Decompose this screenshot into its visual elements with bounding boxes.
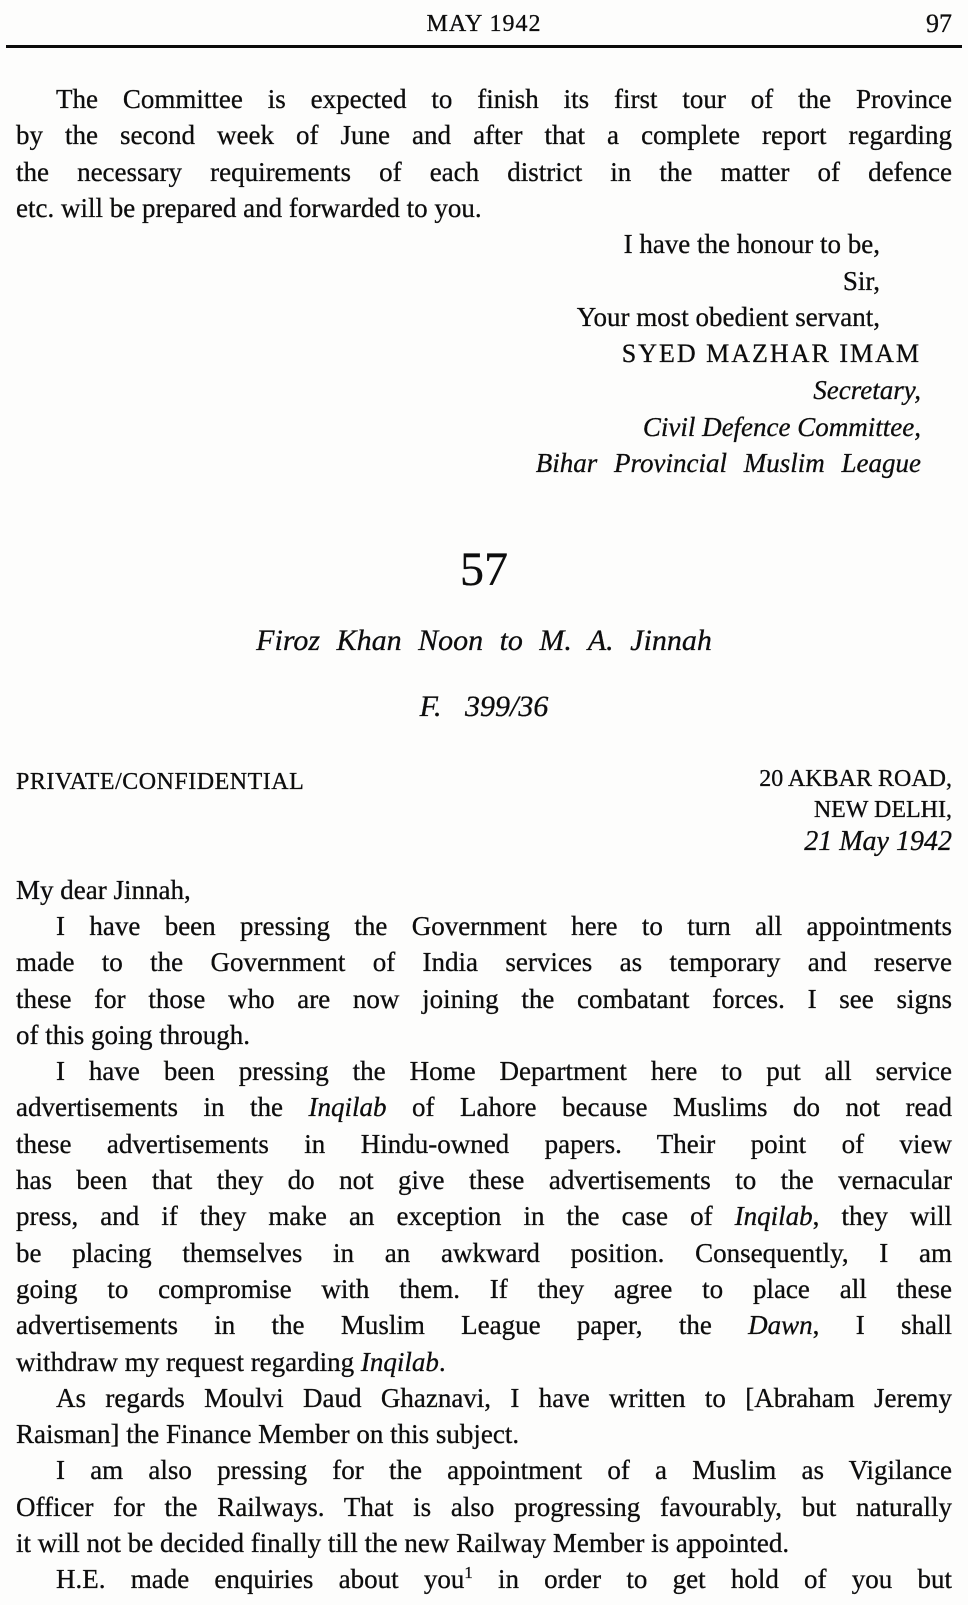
running-head xyxy=(16,8,952,40)
text-segment: Inqilab xyxy=(734,1201,813,1232)
previous-letter-paragraph xyxy=(16,81,952,226)
text-line xyxy=(16,1416,952,1452)
text-segment: I am also pressing for the appointment of a Muslim as Vigilance xyxy=(56,1455,952,1486)
text-segment: of this going through. xyxy=(16,1019,250,1050)
text-segment: Dawn xyxy=(748,1310,813,1341)
closing-signature-role: Secretary, xyxy=(813,375,921,406)
letter-meta-row xyxy=(16,764,952,858)
text-segment: has been that they do not give these advertisements to the vernacular xyxy=(16,1165,952,1196)
text-line xyxy=(16,1162,952,1198)
text-line xyxy=(16,1561,952,1597)
text-segment: of Lahore because Muslims do not read xyxy=(386,1092,953,1123)
text-segment: advertisements in the xyxy=(16,1092,309,1123)
text-segment: Raisman] the Finance Member on this subject. xyxy=(16,1419,520,1450)
text-line xyxy=(16,190,952,226)
text-segment: The Committee is expected to finish its first tour of the Province xyxy=(56,84,952,114)
letter-body xyxy=(16,872,952,1598)
text-line xyxy=(16,1344,952,1380)
previous-letter-closing xyxy=(16,226,952,482)
text-line xyxy=(16,1525,952,1561)
address-block xyxy=(759,764,952,858)
text-segment: H.E. made enquiries about you xyxy=(56,1564,465,1595)
salutation: My dear Jinnah, xyxy=(16,874,191,905)
text-line xyxy=(16,1380,952,1416)
text-segment: . xyxy=(438,1346,446,1377)
text-segment: , I shall xyxy=(812,1310,952,1341)
text-line xyxy=(16,981,952,1017)
text-line xyxy=(16,1198,952,1234)
text-segment: going to compromise with them. If they agree to place all these xyxy=(16,1273,952,1304)
letter-reference: F. 399/36 xyxy=(419,689,549,723)
closing-line-sir: Sir, xyxy=(842,265,880,296)
text-segment: press, and if they make an exception in the case of xyxy=(16,1201,735,1232)
text-line xyxy=(16,1452,952,1488)
classification-label: PRIVATE/CONFIDENTIAL xyxy=(16,768,305,795)
closing-line-honour: I have the honour to be, xyxy=(623,229,880,260)
text-segment: I have been pressing the Government here to turn all appointments xyxy=(56,910,952,941)
text-line xyxy=(16,1489,952,1525)
footnote-marker: 1 xyxy=(464,1563,473,1583)
text-segment: the necessary requirements of each district in the matter of defence xyxy=(16,156,952,187)
text-segment: withdraw my request regarding xyxy=(16,1346,361,1377)
text-segment: it will not be decided finally till the new Railway Member is appointed. xyxy=(16,1528,790,1559)
text-segment: I have been pressing the Home Department here to put all service xyxy=(56,1056,952,1087)
text-segment: by the second week of June and after that a complete report regarding xyxy=(16,120,952,151)
text-line xyxy=(16,944,952,980)
text-segment: , they will xyxy=(812,1201,953,1232)
text-segment: Officer for the Railways. That is also progressing favourably, but naturally xyxy=(16,1491,952,1522)
text-segment: these for those who are now joining the combatant forces. I see signs xyxy=(16,983,952,1014)
closing-signature-org: Bihar Provincial Muslim League xyxy=(535,448,921,479)
text-segment: etc. will be prepared and forwarded to you. xyxy=(16,192,482,223)
address-line-city: NEW DELHI, xyxy=(813,796,952,823)
address-line-street: 20 AKBAR ROAD, xyxy=(759,765,952,792)
letter-paragraphs xyxy=(16,908,952,1598)
closing-signature-committee: Civil Defence Committee, xyxy=(642,411,921,442)
page-number: 97 xyxy=(926,9,952,38)
text-line xyxy=(16,1017,952,1053)
text-line xyxy=(16,1126,952,1162)
text-segment: these advertisements in Hindu-owned papers. Their point of view xyxy=(16,1128,952,1159)
text-segment: Inqilab xyxy=(360,1346,439,1377)
text-line xyxy=(16,81,952,117)
text-segment: Inqilab xyxy=(308,1092,387,1123)
letter-date: 21 May 1942 xyxy=(804,825,952,857)
text-line xyxy=(16,117,952,153)
text-segment: made to the Government of India services as temporary and reserve xyxy=(16,947,952,978)
text-line xyxy=(16,1053,952,1089)
text-line xyxy=(16,908,952,944)
text-segment: be placing themselves in an awkward position. Consequently, I am xyxy=(16,1237,952,1268)
letter-number-heading: 57 xyxy=(460,542,508,596)
text-line xyxy=(16,1271,952,1307)
closing-signature-name: SYED MAZHAR IMAM xyxy=(621,338,921,368)
text-line xyxy=(16,1307,952,1343)
text-segment: As regards Moulvi Daud Ghaznavi, I have written to [Abraham Jeremy xyxy=(56,1382,952,1413)
text-segment: advertisements in the Muslim League paper, the xyxy=(16,1310,749,1341)
text-segment: in order to get hold of you but xyxy=(472,1564,953,1595)
closing-line-servant: Your most obedient servant, xyxy=(576,302,880,333)
text-line xyxy=(16,154,952,190)
letter-title: Firoz Khan Noon to M. A. Jinnah xyxy=(256,623,712,657)
header-rule xyxy=(6,45,962,48)
text-line xyxy=(16,1089,952,1125)
section-title: MAY 1942 xyxy=(426,11,542,37)
text-line xyxy=(16,1235,952,1271)
